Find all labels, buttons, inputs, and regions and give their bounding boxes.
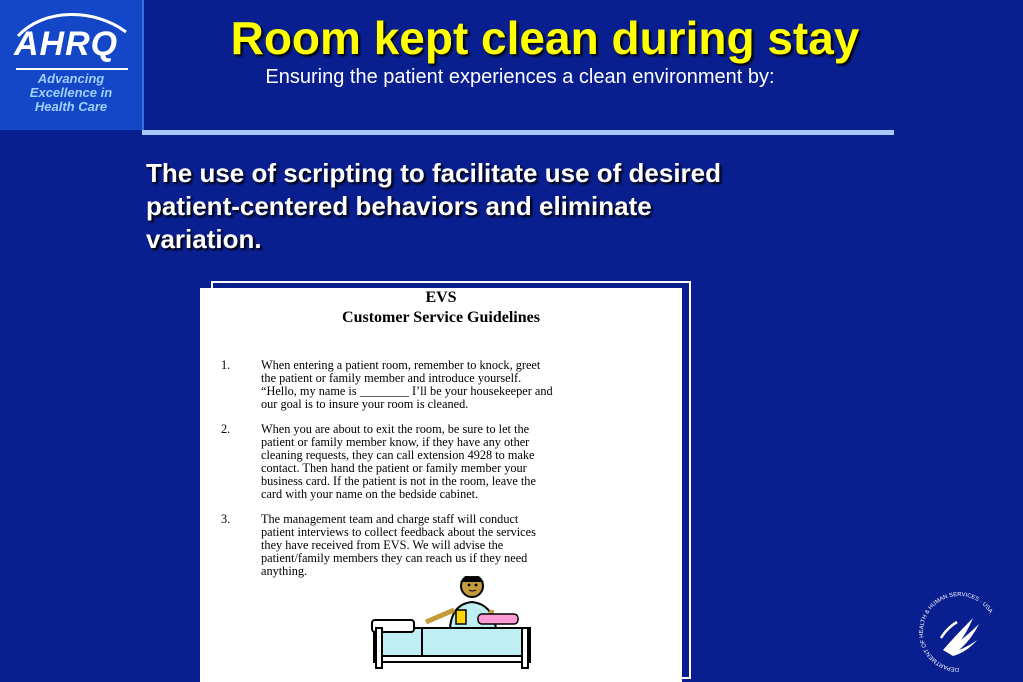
logo-tagline-line: Health Care [34,99,108,114]
guideline-number: 1. [221,358,231,372]
guideline-line: When you are about to exit the room, be sure to let the [261,422,530,436]
guideline-text [261,513,677,578]
housekeeper-illustration [370,576,535,672]
guideline-line: the patient or family member and introduce yourself. [261,371,522,385]
guideline-line: our goal is to insure your room is cleaned. [261,397,469,411]
guideline-text [261,423,677,501]
guideline-line: business card. If the patient is not in the room, leave the [261,474,536,488]
guideline-line: contact. Then hand the patient or family member your [261,461,527,475]
title-divider [142,130,894,135]
seal-ring-text: DEPARTMENT OF HEALTH & HUMAN SERVICES · USA [919,591,994,673]
guideline-line: cleaning requests, they can call extension 4928 to make [261,448,535,462]
guideline-line: patient/family members they can reach us if they need [261,551,528,565]
guideline-line: they have received from EVS. We will advise the [261,538,504,552]
guideline-line: card with your name on the bedside cabinet. [261,487,479,501]
slide-title: Room kept clean during stay [230,12,860,64]
guideline-line: When entering a patient room, remember to knock, greet [261,358,541,372]
logo-tagline-line: Advancing [37,71,105,86]
guideline-line: patient or family member know, if they have any other [261,435,530,449]
guideline-line: The management team and charge staff will conduct [261,512,519,526]
logo-tagline [8,72,134,114]
logo-wordmark: AHRQ [14,25,119,63]
logo-tagline-line: Excellence in [29,85,113,100]
guideline-number: 3. [221,512,231,526]
guideline-line: anything. [261,564,308,578]
guideline-line: patient interviews to collect feedback about the services [261,525,536,539]
ahrq-logo [0,0,144,130]
guideline-line: “Hello, my name is ________ I’ll be your housekeeper and [261,384,553,398]
logo-divider [16,68,128,70]
guideline-number: 2. [221,422,231,436]
document-title: EVS [425,289,457,306]
evs-guidelines-document [200,288,682,682]
document-subtitle: Customer Service Guidelines [342,309,540,326]
hhs-seal-icon [913,588,1005,678]
slide-subtitle: Ensuring the patient experiences a clean environment by: [265,66,775,88]
guideline-text [261,359,677,411]
svg-text:DEPARTMENT OF HEALTH & HUMAN S [919,592,993,672]
slide-body-text: The use of scripting to facilitate use of desired patient-centered behaviors and eliminate variation. [146,158,721,254]
